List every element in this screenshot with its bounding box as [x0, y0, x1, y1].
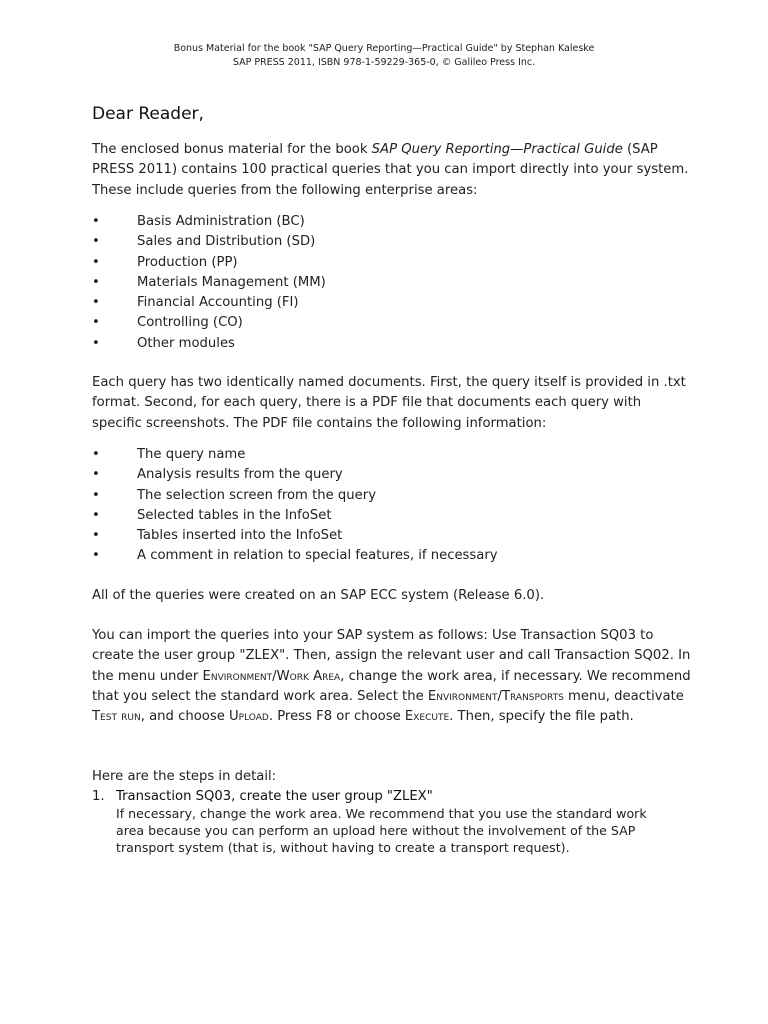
documents-paragraph: Each query has two identically named documents. First, the query itself is provided in .txt format. Second, for each query, there is a PDF file that documents each query with specific screenshots. The PDF file contains the following information: — [92, 375, 686, 431]
import-text: , and choose — [140, 709, 230, 725]
bullet: • — [92, 315, 100, 331]
import-text: , change the work area, if necessary. We recommend that you select the standard work area. Select the — [92, 668, 691, 704]
list-item-label: A comment in relation to special features, if necessary — [137, 548, 498, 564]
greeting: Dear Reader, — [92, 104, 204, 124]
list-item-label: The selection screen from the query — [137, 487, 376, 503]
list-item — [92, 445, 498, 465]
bullet: • — [92, 467, 100, 483]
list-item-label: Materials Management (MM) — [137, 274, 326, 290]
list-item-label: The query name — [137, 447, 246, 462]
ecc-paragraph: All of the queries were created on an SAP ECC system (Release 6.0). — [92, 588, 545, 603]
list-item — [92, 334, 326, 354]
intro-paragraph — [92, 140, 692, 201]
import-text: You can import the queries into your SAP system as follows: Use Transaction SQ03 to create the user group "ZLEX". Then, assign the relevant user and call Transaction SQ02. In the menu under — [92, 628, 691, 684]
list-item-label: Production (PP) — [137, 254, 238, 270]
header-line-2: SAP PRESS 2011, ISBN 978-1-59229-365-0, © Galileo Press Inc. — [232, 57, 536, 68]
list-item — [92, 465, 498, 485]
list-item — [92, 232, 326, 252]
header-line-1: Bonus Material for the book "SAP Query Reporting—Practical Guide" by Stephan Kaleske — [173, 43, 595, 54]
bullet: • — [92, 487, 100, 503]
bullet: • — [92, 295, 100, 311]
step-number: 1. — [92, 789, 105, 804]
list-item-label: Tables inserted into the InfoSet — [137, 528, 343, 544]
step-title: Transaction SQ03, create the user group "ZLEX" — [116, 789, 433, 804]
enterprise-areas-list — [92, 212, 326, 354]
list-item — [92, 546, 498, 566]
import-text: . Press F8 or choose — [268, 709, 405, 725]
bullet: • — [92, 507, 100, 523]
book-title: SAP Query Reporting—Practical Guide — [371, 142, 623, 157]
list-item-label: Financial Accounting (FI) — [137, 295, 299, 311]
list-item — [92, 313, 326, 333]
menu-path-transports: Environment/Transports — [427, 688, 564, 704]
intro-text-pre: The enclosed bonus material for the book — [92, 142, 372, 157]
import-text: . Then, specify the file path. — [449, 709, 634, 725]
list-item — [92, 293, 326, 313]
steps-intro: Here are the steps in detail: — [92, 769, 277, 784]
list-item-label: Other modules — [137, 335, 235, 351]
list-item — [92, 526, 498, 546]
list-item-label: Analysis results from the query — [137, 467, 343, 483]
list-item-label: Controlling (CO) — [137, 315, 243, 331]
bullet: • — [92, 447, 100, 462]
step-body: If necessary, change the work area. We recommend that you use the standard work area because you can perform an upload here without the involvement of the SAP transport system (that is, without having to create a transport request). — [116, 806, 647, 855]
pdf-info-list — [92, 445, 498, 567]
import-paragraph — [92, 626, 692, 727]
list-item — [92, 253, 326, 273]
bullet: • — [92, 274, 100, 290]
list-item-label: Basis Administration (BC) — [137, 214, 305, 229]
list-item — [92, 506, 498, 526]
import-text: menu, deactivate — [563, 688, 684, 704]
bullet: • — [92, 234, 100, 250]
intro-text-post: (SAP PRESS 2011) contains 100 practical queries that you can import directly into your system. These include queries from the following enterprise areas: — [92, 142, 689, 198]
list-item — [92, 212, 326, 232]
option-test-run: Test run — [92, 709, 141, 725]
bullet: • — [92, 528, 100, 544]
bullet: • — [92, 335, 100, 351]
bullet: • — [92, 214, 100, 229]
list-item — [92, 273, 326, 293]
list-item-label: Sales and Distribution (SD) — [137, 234, 316, 250]
option-execute: Execute — [404, 709, 450, 725]
bullet: • — [92, 548, 100, 564]
list-item — [92, 486, 498, 506]
list-item-label: Selected tables in the InfoSet — [137, 507, 332, 523]
option-upload: Upload — [229, 709, 269, 725]
menu-path-work-area: Environment/Work Area — [202, 668, 341, 684]
bullet: • — [92, 254, 100, 270]
